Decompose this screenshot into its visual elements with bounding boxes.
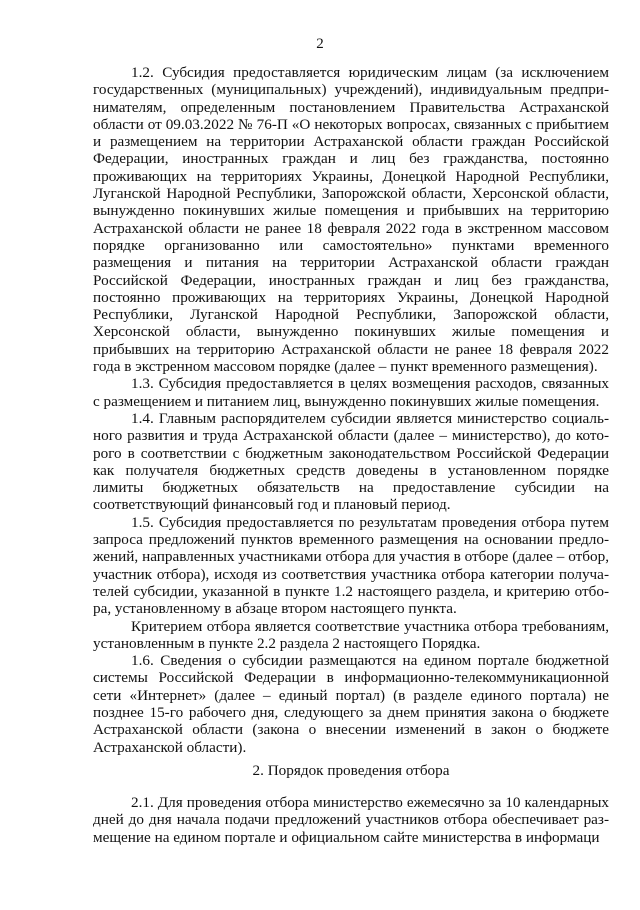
paragraph-2-1: 2.1. Для проведения отбора министерство ежемесячно за 10 календарных дней до дня начала подачи предложений участников отбора обеспечивает размещение на едином портале и официальном сайте министерства в информаци [93, 794, 609, 846]
page-number: 2 [316, 36, 324, 52]
section-heading: 2. Порядок проведения отбора [252, 761, 450, 779]
paragraph-1-5-criterion: Критерием отбора является соответствие участника отбора требованиям, установленным в пункте 2.2 раздела 2 настоящего Порядка. [93, 617, 609, 652]
document-body [93, 64, 609, 846]
paragraph-1-6: 1.6. Сведения о субсидии размещаются на едином портале бюджетной системы Российской Федерации в информационно-телекоммуникационной сети «Интернет» (далее – единый портал) (в разделе единого портала) не позднее 15-го рабочего дня, следующего за днем принятия закона о бюджете Астраханской области (закона о внесении изменений в закон о бюджете Астраханской области). [93, 652, 609, 756]
paragraph-1-3: 1.3. Субсидия предоставляется в целях возмещения расходов, связанных с размещением и питанием лиц, вынужденно покинувших жилые помещения. [93, 375, 609, 410]
paragraph-1-4: 1.4. Главным распорядителем субсидии является министерство социального развития и труда Астраханской области (далее – министерство), до которого в соответствии с бюджетным законодательством Российской Федерации как получателя бюджетных средств доведены в установленном порядке лимиты бюджетных обязательств на предоставление субсидии на соответствующий финансовый год и плановый период. [93, 409, 609, 514]
paragraph-1-5: 1.5. Субсидия предоставляется по результатам проведения отбора путем запроса предложений пунктов временного размещения на основании предложений, направленных участниками отбора для участия в отборе (далее – отбор, участник отбора), исходя из соответствия участника отбора категории получателей субсидии, указанной в пункте 1.2 настоящего раздела, и критерию отбора, установленному в абзаце втором настоящего пункта. [93, 513, 609, 618]
paragraph-1-2: 1.2. Субсидия предоставляется юридическим лицам (за исключением государственных (муниципальных) учреждений), индивидуальным предпринимателям, определенным постановлением Правительства Астраханской области от 09.03.2022 № 76-П «О некоторых вопросах, связанных с прибытием и размещением на территории Астраханской области граждан Российской Федерации, иностранных граждан и лиц без гражданства, постоянно проживающих на территориях Украины, Донецкой Народной Республики, Луганской Народной Республики, Запорожской области, Херсонской области, вынужденно покинувших жилые помещения и прибывших на территорию Астраханской области не ранее 18 февраля 2022 года в экстренном массовом порядке организованно или самостоятельно» пунктами временного размещения и питания на территории Астраханской области граждан Российской Федерации, иностранных граждан и лиц без гражданства, постоянно проживающих на территориях Украины, Донецкой Народной Республики, Луганской Народной Республики, Запорожской области, Херсонской области, вынужденно покинувших жилые помещения и прибывших на территорию Астраханской области не ранее 18 февраля 2022 года в экстренном массовом порядке (далее – пункт временного размещения). [93, 64, 609, 376]
